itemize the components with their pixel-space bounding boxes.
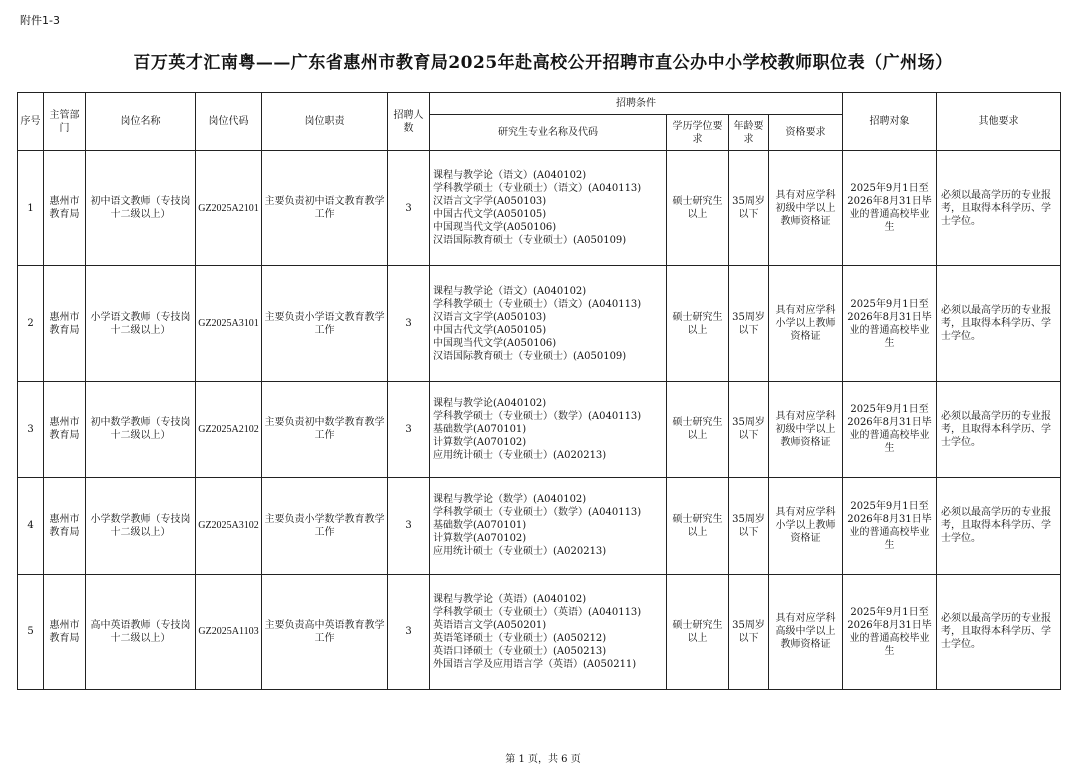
header-age: 年龄要求 <box>729 115 769 151</box>
cell-duties: 主要负责初中数学教育教学工作 <box>262 381 388 477</box>
page-footer: 第 1 页，共 6 页 <box>505 754 581 765</box>
major-item: 课程与教学论（英语）(A040102) <box>433 593 587 605</box>
cell-seq: 1 <box>18 151 44 266</box>
cell-position-code: GZ2025A2101 <box>196 151 262 266</box>
cell-qualification: 具有对应学科初级中学以上教师资格证 <box>769 381 843 477</box>
major-item: 汉语国际教育硕士（专业硕士）(A050109) <box>433 235 627 247</box>
page-title: 百万英才汇南粤——广东省惠州市教育局2025年赴高校公开招聘市直公办中小学校教师职位表（广州场） <box>133 53 953 73</box>
major-item: 学科教学硕士（专业硕士）（语文）(A040113) <box>433 298 642 310</box>
header-position-code: 岗位代码 <box>196 93 262 151</box>
cell-seq: 3 <box>18 381 44 477</box>
table-body <box>18 151 1061 690</box>
major-item: 外国语言学及应用语言学（英语）(A050211) <box>433 658 637 670</box>
table-row <box>18 151 1061 266</box>
major-item: 计算数学(A070102) <box>433 436 527 448</box>
major-item: 应用统计硕士（专业硕士）(A020213) <box>433 449 607 461</box>
cell-other: 必须以最高学历的专业报考，且取得本科学历、学士学位。 <box>937 574 1061 689</box>
cell-dept: 惠州市教育局 <box>44 381 86 477</box>
cell-other: 必须以最高学历的专业报考，且取得本科学历、学士学位。 <box>937 478 1061 574</box>
cell-target: 2025年9月1日至2026年8月31日毕业的普通高校毕业生 <box>843 478 937 574</box>
cell-target: 2025年9月1日至2026年8月31日毕业的普通高校毕业生 <box>843 266 937 381</box>
cell-qualification: 具有对应学科小学以上教师资格证 <box>769 266 843 381</box>
cell-qualification: 具有对应学科高级中学以上教师资格证 <box>769 574 843 689</box>
cell-degree: 硕士研究生以上 <box>667 574 729 689</box>
cell-position-name: 高中英语教师（专技岗十二级以上） <box>86 574 196 689</box>
major-item: 学科教学硕士（专业硕士）（英语）(A040113) <box>433 606 642 618</box>
cell-position-code: GZ2025A1103 <box>196 574 262 689</box>
cell-dept: 惠州市教育局 <box>44 266 86 381</box>
cell-duties: 主要负责小学数学教育教学工作 <box>262 478 388 574</box>
cell-degree: 硕士研究生以上 <box>667 266 729 381</box>
cell-age: 35周岁以下 <box>729 574 769 689</box>
header-qualification: 资格要求 <box>769 115 843 151</box>
cell-seq: 4 <box>18 478 44 574</box>
major-item: 中国古代文学(A050105) <box>433 209 547 221</box>
cell-qualification: 具有对应学科小学以上教师资格证 <box>769 478 843 574</box>
major-item: 中国古代文学(A050105) <box>433 324 547 336</box>
cell-count: 3 <box>388 381 430 477</box>
cell-age: 35周岁以下 <box>729 151 769 266</box>
header-other: 其他要求 <box>937 93 1061 151</box>
cell-degree: 硕士研究生以上 <box>667 478 729 574</box>
table-row <box>18 574 1061 689</box>
cell-duties: 主要负责高中英语教育教学工作 <box>262 574 388 689</box>
cell-position-code: GZ2025A3102 <box>196 478 262 574</box>
header-conditions: 招聘条件 <box>430 93 843 115</box>
header-target: 招聘对象 <box>843 93 937 151</box>
cell-target: 2025年9月1日至2026年8月31日毕业的普通高校毕业生 <box>843 151 937 266</box>
cell-majors <box>430 574 667 689</box>
cell-degree: 硕士研究生以上 <box>667 151 729 266</box>
major-item: 中国现当代文学(A050106) <box>433 222 557 234</box>
cell-seq: 2 <box>18 266 44 381</box>
cell-duties: 主要负责小学语文教育教学工作 <box>262 266 388 381</box>
header-position-name: 岗位名称 <box>86 93 196 151</box>
major-item: 汉语国际教育硕士（专业硕士）(A050109) <box>433 350 627 362</box>
cell-position-name: 小学数学教师（专技岗十二级以上） <box>86 478 196 574</box>
major-item: 基础数学(A070101) <box>433 423 527 435</box>
major-item: 学科教学硕士（专业硕士）（数学）(A040113) <box>433 507 642 519</box>
cell-duties: 主要负责初中语文教育教学工作 <box>262 151 388 266</box>
major-item: 课程与教学论(A040102) <box>433 397 547 409</box>
major-item: 基础数学(A070101) <box>433 520 527 532</box>
cell-majors <box>430 381 667 477</box>
header-degree: 学历学位要求 <box>667 115 729 151</box>
header-count: 招聘人数 <box>388 93 430 151</box>
cell-count: 3 <box>388 151 430 266</box>
cell-other: 必须以最高学历的专业报考，且取得本科学历、学士学位。 <box>937 266 1061 381</box>
cell-dept: 惠州市教育局 <box>44 478 86 574</box>
cell-dept: 惠州市教育局 <box>44 574 86 689</box>
positions-table <box>17 92 1061 690</box>
cell-majors <box>430 266 667 381</box>
cell-majors <box>430 151 667 266</box>
cell-other: 必须以最高学历的专业报考，且取得本科学历、学士学位。 <box>937 381 1061 477</box>
major-item: 课程与教学论（语文）(A040102) <box>433 285 587 297</box>
cell-position-code: GZ2025A2102 <box>196 381 262 477</box>
table-row <box>18 381 1061 477</box>
cell-position-code: GZ2025A3101 <box>196 266 262 381</box>
cell-count: 3 <box>388 478 430 574</box>
cell-target: 2025年9月1日至2026年8月31日毕业的普通高校毕业生 <box>843 381 937 477</box>
major-item: 英语笔译硕士（专业硕士）(A050212) <box>433 632 607 644</box>
table-row <box>18 266 1061 381</box>
major-item: 中国现当代文学(A050106) <box>433 337 557 349</box>
header-duties: 岗位职责 <box>262 93 388 151</box>
cell-qualification: 具有对应学科初级中学以上教师资格证 <box>769 151 843 266</box>
major-item: 应用统计硕士（专业硕士）(A020213) <box>433 546 607 558</box>
cell-target: 2025年9月1日至2026年8月31日毕业的普通高校毕业生 <box>843 574 937 689</box>
cell-seq: 5 <box>18 574 44 689</box>
major-item: 学科教学硕士（专业硕士）（数学）(A040113) <box>433 410 642 422</box>
cell-age: 35周岁以下 <box>729 266 769 381</box>
cell-dept: 惠州市教育局 <box>44 151 86 266</box>
cell-position-name: 初中语文教师（专技岗十二级以上） <box>86 151 196 266</box>
header-dept: 主管部门 <box>44 93 86 151</box>
cell-age: 35周岁以下 <box>729 478 769 574</box>
major-item: 学科教学硕士（专业硕士）（语文）(A040113) <box>433 183 642 195</box>
cell-position-name: 小学语文教师（专技岗十二级以上） <box>86 266 196 381</box>
major-item: 英语口译硕士（专业硕士）(A050213) <box>433 645 607 657</box>
cell-degree: 硕士研究生以上 <box>667 381 729 477</box>
cell-count: 3 <box>388 266 430 381</box>
major-item: 汉语言文字学(A050103) <box>433 311 547 323</box>
cell-majors <box>430 478 667 574</box>
major-item: 英语语言文学(A050201) <box>433 619 547 631</box>
attachment-label: 附件1-3 <box>20 14 60 27</box>
major-item: 计算数学(A070102) <box>433 533 527 545</box>
cell-position-name: 初中数学教师（专技岗十二级以上） <box>86 381 196 477</box>
header-seq: 序号 <box>18 93 44 151</box>
cell-age: 35周岁以下 <box>729 381 769 477</box>
header-majors: 研究生专业名称及代码 <box>430 115 667 151</box>
cell-count: 3 <box>388 574 430 689</box>
major-item: 汉语言文字学(A050103) <box>433 196 547 208</box>
table-row <box>18 478 1061 574</box>
major-item: 课程与教学论（数学）(A040102) <box>433 494 587 506</box>
cell-other: 必须以最高学历的专业报考，且取得本科学历、学士学位。 <box>937 151 1061 266</box>
major-item: 课程与教学论（语文）(A040102) <box>433 170 587 182</box>
